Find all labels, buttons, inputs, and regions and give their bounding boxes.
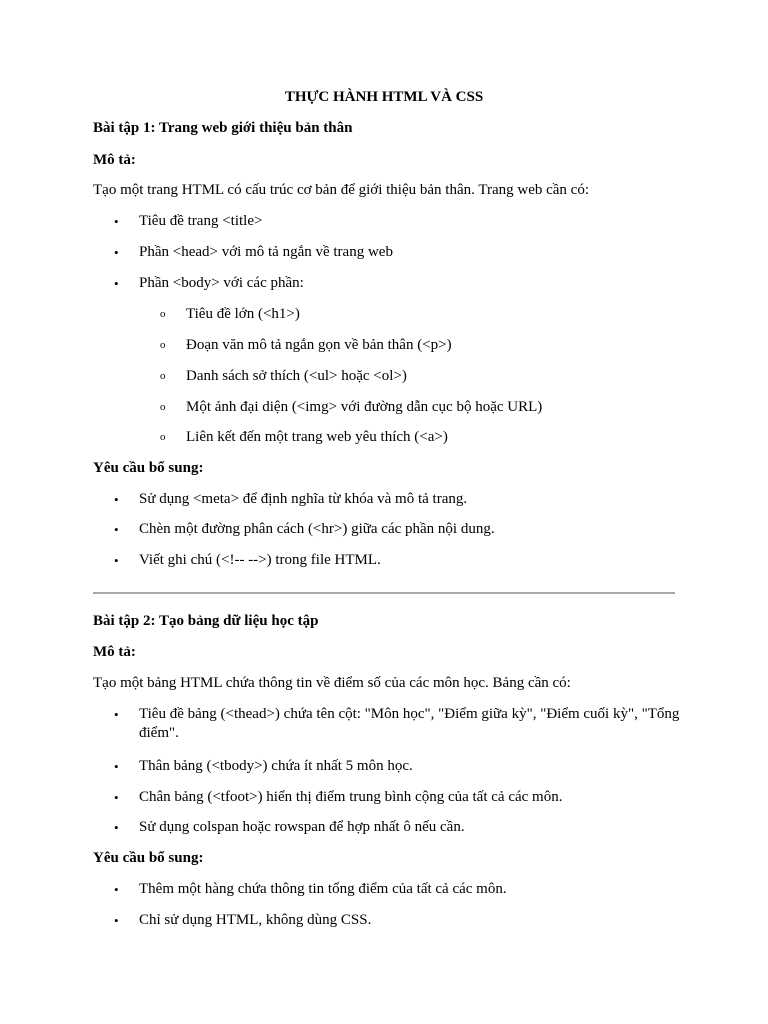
sub-list-item-text: Đoạn văn mô tả ngắn gọn về bản thân (<p>)	[186, 337, 452, 353]
bullet-icon: •	[114, 882, 119, 897]
sub-list-item-text: Một ảnh đại diện (<img> với đường dẫn cục bộ hoặc URL)	[186, 399, 543, 415]
sub-list-item-text: Liên kết đến một trang web yêu thích (<a>)	[186, 429, 448, 445]
list-item-text: Viết ghi chú (<!-- -->) trong file HTML.	[139, 552, 381, 568]
exercise-1-heading: Bài tập 1: Trang web giới thiệu bản thân	[93, 120, 353, 136]
bullet-icon: •	[114, 553, 119, 568]
exercise-2-requirements-label: Yêu cầu bổ sung:	[93, 850, 204, 866]
sub-list-item-text: Tiêu đề lớn (<h1>)	[186, 306, 300, 322]
list-item-text: Chèn một đường phân cách (<hr>) giữa các phần nội dung.	[139, 521, 495, 537]
bullet-icon: •	[114, 759, 119, 774]
sub-bullet-icon: o	[160, 339, 166, 351]
list-item-text: Phần <body> với các phần:	[139, 275, 304, 291]
exercise-1-intro: Tạo một trang HTML có cấu trúc cơ bản để giới thiệu bản thân. Trang web cần có:	[93, 182, 590, 198]
sub-bullet-icon: o	[160, 370, 166, 382]
sub-bullet-icon: o	[160, 401, 166, 413]
exercise-1-description-label: Mô tả:	[93, 152, 136, 168]
bullet-icon: •	[114, 276, 119, 291]
bullet-icon: •	[114, 790, 119, 805]
list-item-text: Chân bảng (<tfoot>) hiển thị điểm trung bình cộng của tất cả các môn.	[139, 789, 563, 805]
list-item-text: Tiêu đề trang <title>	[139, 213, 263, 229]
bullet-icon: •	[114, 214, 119, 229]
bullet-icon: •	[114, 707, 119, 722]
exercise-2-intro: Tạo một bảng HTML chứa thông tin về điểm số của các môn học. Bảng cần có:	[93, 675, 571, 691]
list-item-text: Sử dụng <meta> để định nghĩa từ khóa và mô tả trang.	[139, 491, 468, 507]
sub-bullet-icon: o	[160, 431, 166, 443]
exercise-2-heading: Bài tập 2: Tạo bảng dữ liệu học tập	[93, 613, 319, 629]
bullet-icon: •	[114, 245, 119, 260]
bullet-icon: •	[114, 820, 119, 835]
page-title: THỰC HÀNH HTML VÀ CSS	[284, 89, 484, 105]
sub-bullet-icon: o	[160, 308, 166, 320]
bullet-icon: •	[114, 913, 119, 928]
list-item-text: Tiêu đề bảng (<thead>) chứa tên cột: "Môn học", "Điểm giữa kỳ", "Điểm cuối kỳ", "Tổng điểm".	[139, 706, 680, 741]
list-item-text: Thêm một hàng chứa thông tin tổng điểm của tất cả các môn.	[139, 881, 507, 897]
bullet-icon: •	[114, 522, 119, 537]
section-divider	[93, 592, 675, 594]
list-item-text: Chỉ sử dụng HTML, không dùng CSS.	[139, 912, 372, 928]
list-item-text: Sử dụng colspan hoặc rowspan để hợp nhất ô nếu cần.	[139, 819, 465, 835]
bullet-icon: •	[114, 492, 119, 507]
exercise-1-requirements-label: Yêu cầu bổ sung:	[93, 460, 204, 476]
sub-list-item-text: Danh sách sở thích (<ul> hoặc <ol>)	[186, 368, 407, 384]
list-item-text: Thân bảng (<tbody>) chứa ít nhất 5 môn học.	[139, 758, 413, 774]
list-item-text: Phần <head> với mô tả ngắn về trang web	[139, 244, 393, 260]
exercise-2-description-label: Mô tả:	[93, 644, 136, 660]
